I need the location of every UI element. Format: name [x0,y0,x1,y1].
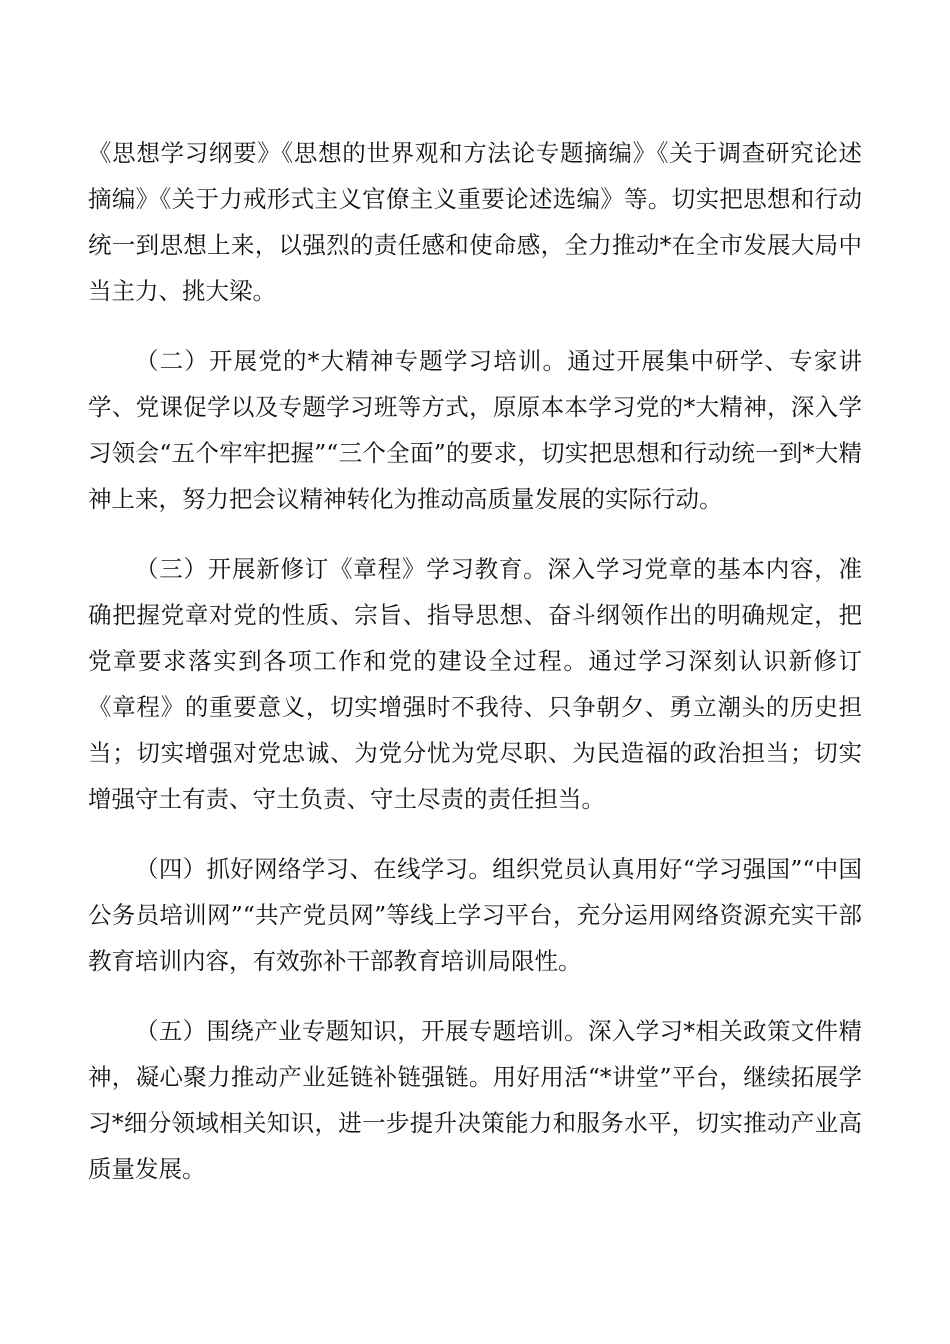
paragraph-section-5: （五）围绕产业专题知识，开展专题培训。深入学习*相关政策文件精神，凝心聚力推动产业延链补链强链。用好用活“*讲堂”平台，继续拓展学习*细分领域相关知识，进一步提升决策能力和服务水平，切实推动产业高质量发展。 [88,1017,862,1183]
paragraph-continued-reading-list: 《思想学习纲要》《思想的世界观和方法论专题摘编》《关于调查研究论述摘编》《关于力戒形式主义官僚主义重要论述选编》等。切实把思想和行动统一到思想上来，以强烈的责任感和使命感，全力推动*在全市发展大局中当主力、挑大梁。 [88,139,862,305]
paragraph-section-3: （三）开展新修订《章程》学习教育。深入学习党章的基本内容，准确把握党章对党的性质、宗旨、指导思想、奋斗纲领作出的明确规定，把党章要求落实到各项工作和党的建设全过程。通过学习深刻认识新修订《章程》的重要意义，切实增强时不我待、只争朝夕、勇立潮头的历史担当；切实增强对党忠诚、为党分忧为党尽职、为民造福的政治担当；切实增强守土有责、守土负责、守土尽责的责任担当。 [88,555,862,813]
paragraph-section-4: （四）抓好网络学习、在线学习。组织党员认真用好“学习强国”“中国公务员培训网”“共产党员网”等线上学习平台，充分运用网络资源充实干部教育培训内容，有效弥补干部教育培训局限性。 [88,855,862,975]
document-body [88,130,862,1192]
paragraph-section-2: （二）开展党的*大精神专题学习培训。通过开展集中研学、专家讲学、党课促学以及专题学习班等方式，原原本本学习党的*大精神，深入学习领会“五个牢牢把握”“三个全面”的要求，切实把思想和行动统一到*大精神上来，努力把会议精神转化为推动高质量发展的实际行动。 [88,347,862,513]
